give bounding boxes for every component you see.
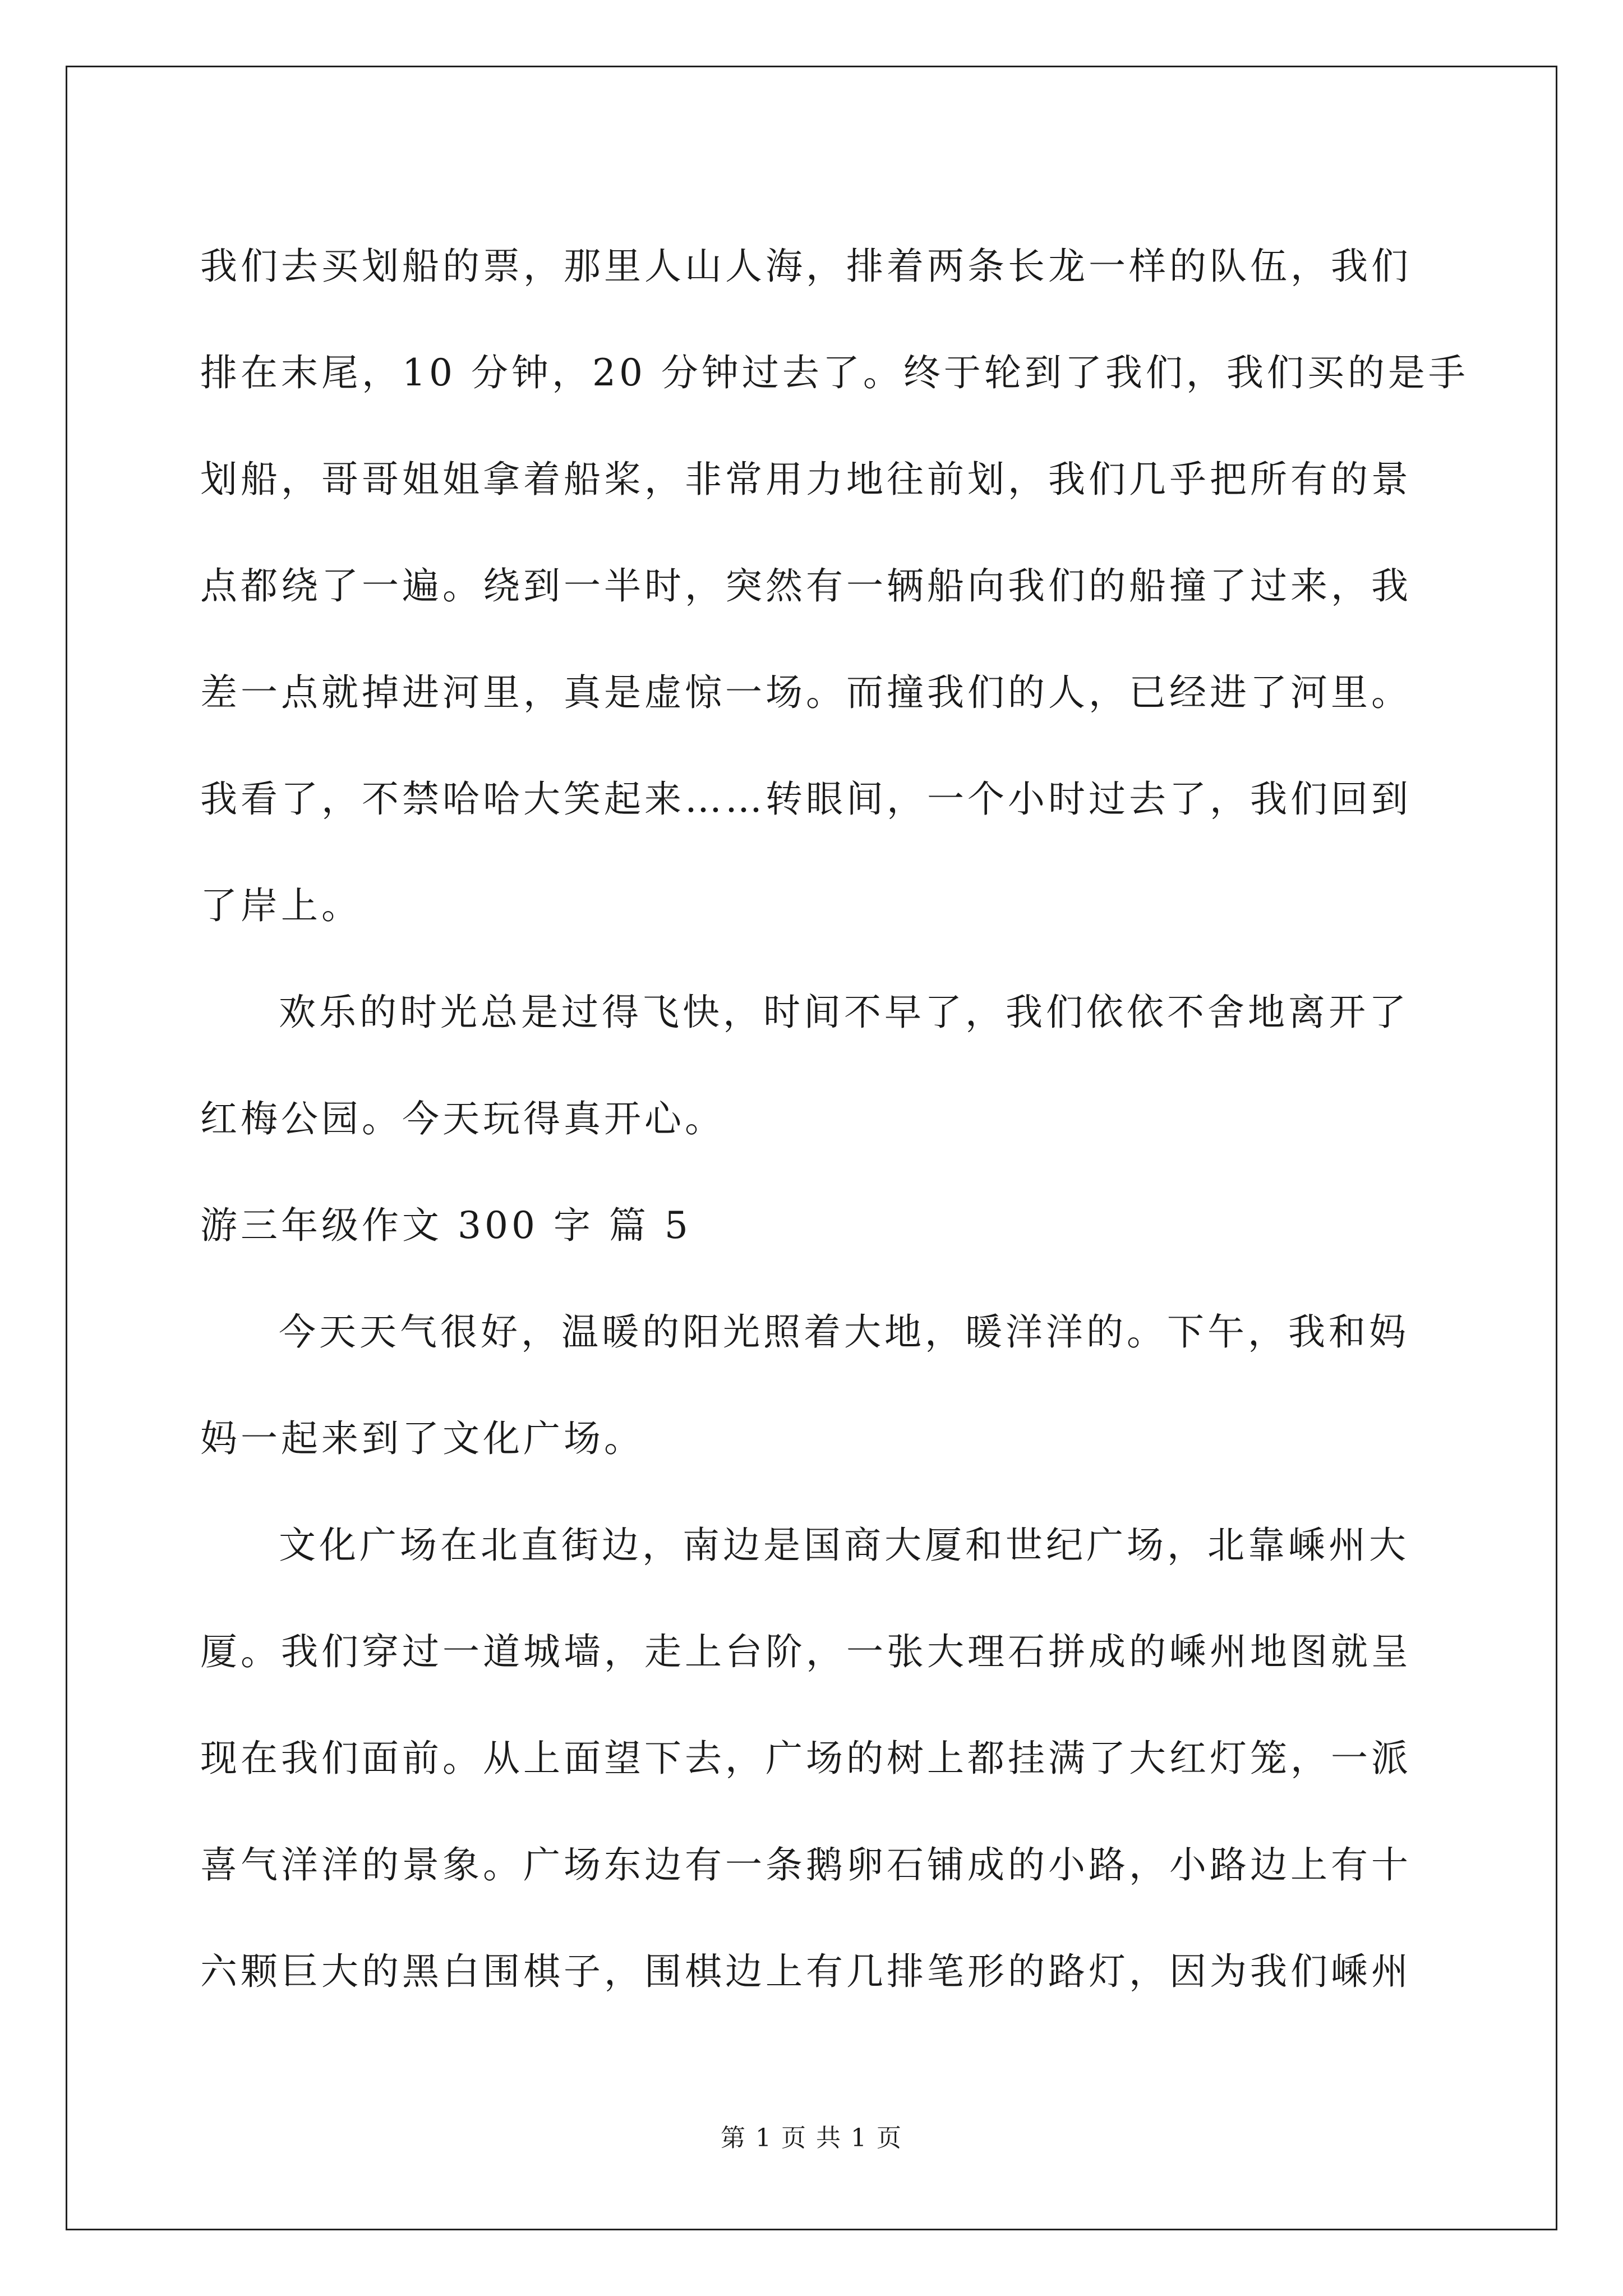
text-line: 红梅公园。今天玩得真开心。 [200,1097,725,1140]
text-line: 了岸上。 [200,884,362,927]
paragraph-start-line: 今天天气很好，温暖的阳光照着大地，暖洋洋的。下午，我和妈 [279,1310,1409,1354]
paragraph-start-line: 文化广场在北直街边，南边是国商大厦和世纪广场，北靠嵊州大 [279,1524,1409,1567]
text-line: 点都绕了一遍。绕到一半时，突然有一辆船向我们的船撞了过来，我 [200,564,1412,608]
text-line: 喜气洋洋的景象。广场东边有一条鹅卵石铺成的小路，小路边上有十 [200,1843,1412,1887]
text-line: 六颗巨大的黑白围棋子，围棋边上有几排笔形的路灯，因为我们嵊州 [200,1950,1412,1993]
paragraph-start-line: 欢乐的时光总是过得飞快，时间不早了，我们依依不舍地离开了 [279,991,1409,1034]
text-line: 现在我们面前。从上面望下去，广场的树上都挂满了大红灯笼，一派 [200,1737,1412,1780]
text-line: 差一点就掉进河里，真是虚惊一场。而撞我们的人，已经进了河里。 [200,671,1412,714]
document-body [200,213,1469,2025]
page-number-footer: 第 1 页 共 1 页 [721,2124,902,2152]
section-heading: 游三年级作文 300 字 篇 5 [200,1204,691,1247]
text-line: 划船，哥哥姐姐拿着船桨，非常用力地往前划，我们几乎把所有的景 [200,458,1412,501]
text-line: 我们去买划船的票，那里人山人海，排着两条长龙一样的队伍，我们 [200,245,1412,288]
text-line: 排在末尾，10 分钟，20 分钟过去了。终于轮到了我们，我们买的是手 [200,351,1469,394]
text-line: 厦。我们穿过一道城墙，走上台阶，一张大理石拼成的嵊州地图就呈 [200,1630,1412,1673]
text-line: 我看了，不禁哈哈大笑起来……转眼间，一个小时过去了，我们回到 [200,777,1412,821]
text-line: 妈一起来到了文化广场。 [200,1417,644,1460]
